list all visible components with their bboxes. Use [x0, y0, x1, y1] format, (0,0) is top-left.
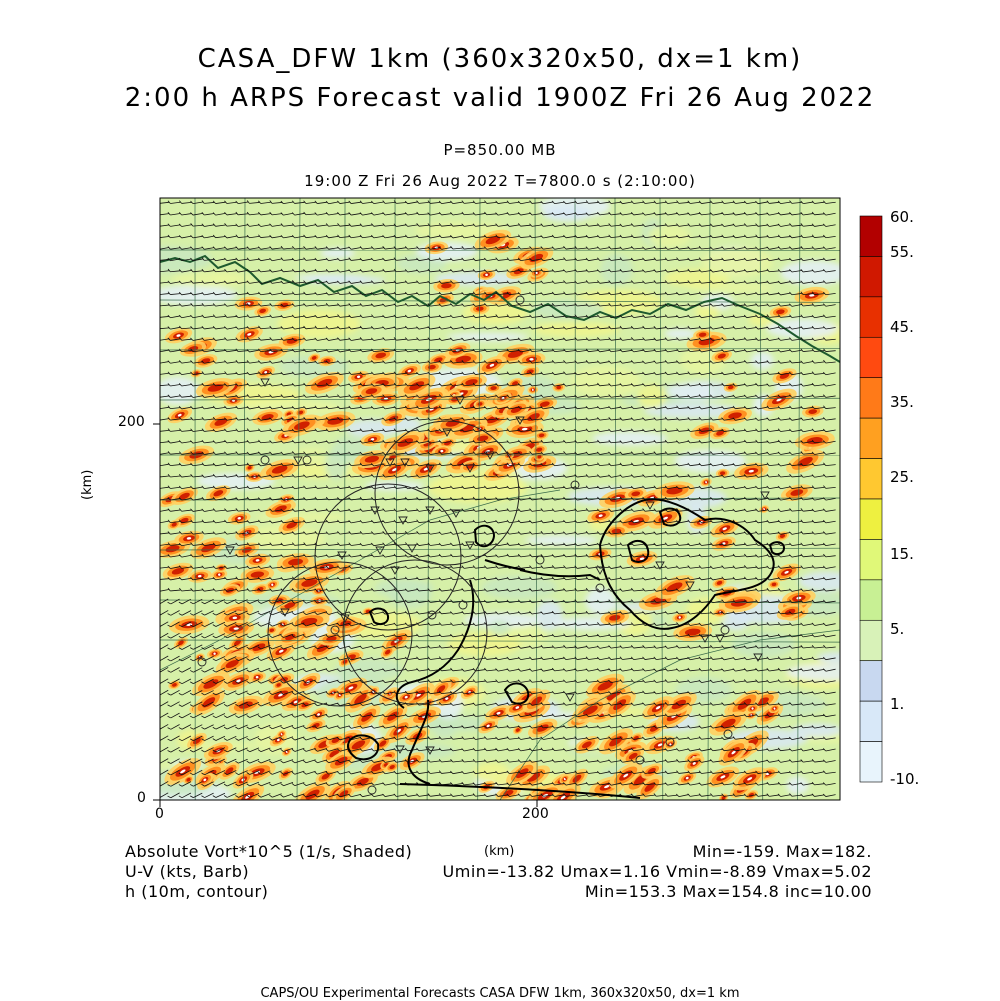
colorbar-segment — [860, 378, 882, 418]
legend-field-height: h (10m, contour) — [125, 882, 268, 901]
x-tick-0: 0 — [155, 806, 164, 822]
title-line-2: 2:00 h ARPS Forecast valid 1900Z Fri 26 Aug 2022 — [0, 83, 1000, 113]
colorbar-segment — [860, 580, 882, 620]
colorbar-label: 5. — [890, 620, 904, 638]
colorbar-label: 60. — [890, 208, 914, 226]
y-tick-0: 0 — [137, 790, 146, 806]
colorbar-label: -10. — [890, 770, 919, 788]
colorbar-segment — [860, 499, 882, 539]
colorbar-segment — [860, 742, 882, 782]
colorbar-label: 1. — [890, 695, 904, 713]
x-tick-200: 200 — [522, 806, 549, 822]
legend-height-stats: Min=153.3 Max=154.8 inc=10.00 — [585, 882, 872, 901]
colorbar-segment — [860, 216, 882, 256]
colorbar-label: 45. — [890, 318, 914, 336]
y-tick-200: 200 — [118, 414, 145, 430]
legend-wind-stats: Umin=-13.82 Umax=1.16 Vmin=-8.89 Vmax=5.02 — [443, 862, 872, 881]
colorbar-label: 35. — [890, 393, 914, 411]
title-line-1: CASA_DFW 1km (360x320x50, dx=1 km) — [0, 44, 1000, 74]
y-axis-label: (km) — [80, 470, 95, 500]
colorbar-segment — [860, 459, 882, 499]
pressure-level: P=850.00 MB — [0, 141, 1000, 159]
colorbar-segment — [860, 418, 882, 458]
colorbar-segment — [860, 297, 882, 337]
colorbar-label: 55. — [890, 243, 914, 261]
colorbar-segment — [860, 539, 882, 579]
colorbar-segment — [860, 256, 882, 296]
legend-vorticity-stats: Min=-159. Max=182. — [693, 842, 872, 861]
colorbar-label: 25. — [890, 468, 914, 486]
colorbar-label: 15. — [890, 545, 914, 563]
colorbar-segment — [860, 337, 882, 377]
footer-credit: CAPS/OU Experimental Forecasts CASA DFW 1km, 360x320x50, dx=1 km — [0, 986, 1000, 1001]
colorbar-segment — [860, 620, 882, 660]
colorbar — [860, 216, 882, 782]
colorbar-segment — [860, 661, 882, 701]
legend-field-wind: U-V (kts, Barb) — [125, 862, 249, 881]
x-axis-label: (km) — [484, 844, 514, 859]
valid-time: 19:00 Z Fri 26 Aug 2022 T=7800.0 s (2:10:00) — [0, 172, 1000, 190]
legend-field-vorticity: Absolute Vort*10^5 (1/s, Shaded) — [125, 842, 412, 861]
colorbar-segment — [860, 701, 882, 741]
